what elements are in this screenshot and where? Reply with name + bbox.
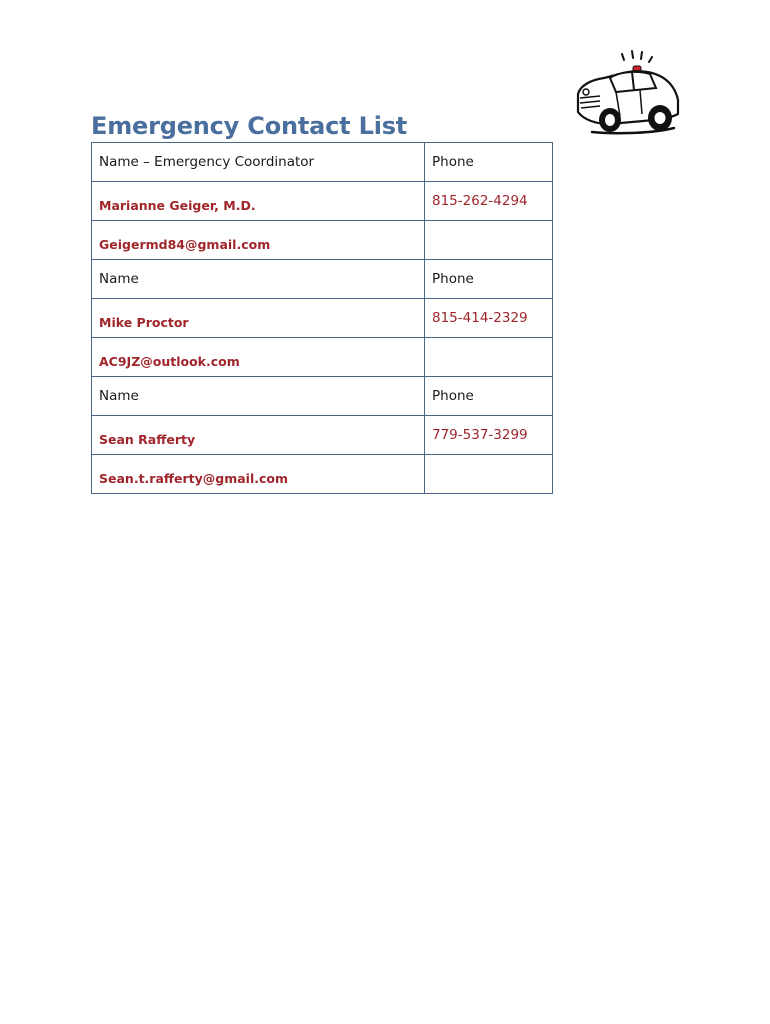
table-row <box>92 455 553 494</box>
contact-name: Mike Proctor <box>92 299 425 338</box>
name-header-cell: Name <box>92 260 425 299</box>
table-row <box>92 143 553 182</box>
phone-header-cell: Phone <box>425 260 553 299</box>
contact-email: Sean.t.rafferty@gmail.com <box>92 455 425 494</box>
page-title: Emergency Contact List <box>91 112 408 140</box>
table-row <box>92 260 553 299</box>
empty-cell <box>425 455 553 494</box>
police-car-icon <box>570 48 682 136</box>
contact-table <box>91 142 553 494</box>
contact-email: AC9JZ@outlook.com <box>92 338 425 377</box>
table-row <box>92 338 553 377</box>
table-row <box>92 299 553 338</box>
table-row <box>92 221 553 260</box>
empty-cell <box>425 338 553 377</box>
empty-cell <box>425 221 553 260</box>
contact-phone: 815-414-2329 <box>425 299 553 338</box>
name-header-cell: Name <box>92 377 425 416</box>
contact-phone: 815-262-4294 <box>425 182 553 221</box>
contact-name: Marianne Geiger, M.D. <box>92 182 425 221</box>
contact-name: Sean Rafferty <box>92 416 425 455</box>
table-row <box>92 182 553 221</box>
table-row <box>92 377 553 416</box>
phone-header-cell: Phone <box>425 143 553 182</box>
name-header-cell: Name – Emergency Coordinator <box>92 143 425 182</box>
table-row <box>92 416 553 455</box>
phone-header-cell: Phone <box>425 377 553 416</box>
contact-phone: 779-537-3299 <box>425 416 553 455</box>
contact-email: Geigermd84@gmail.com <box>92 221 425 260</box>
